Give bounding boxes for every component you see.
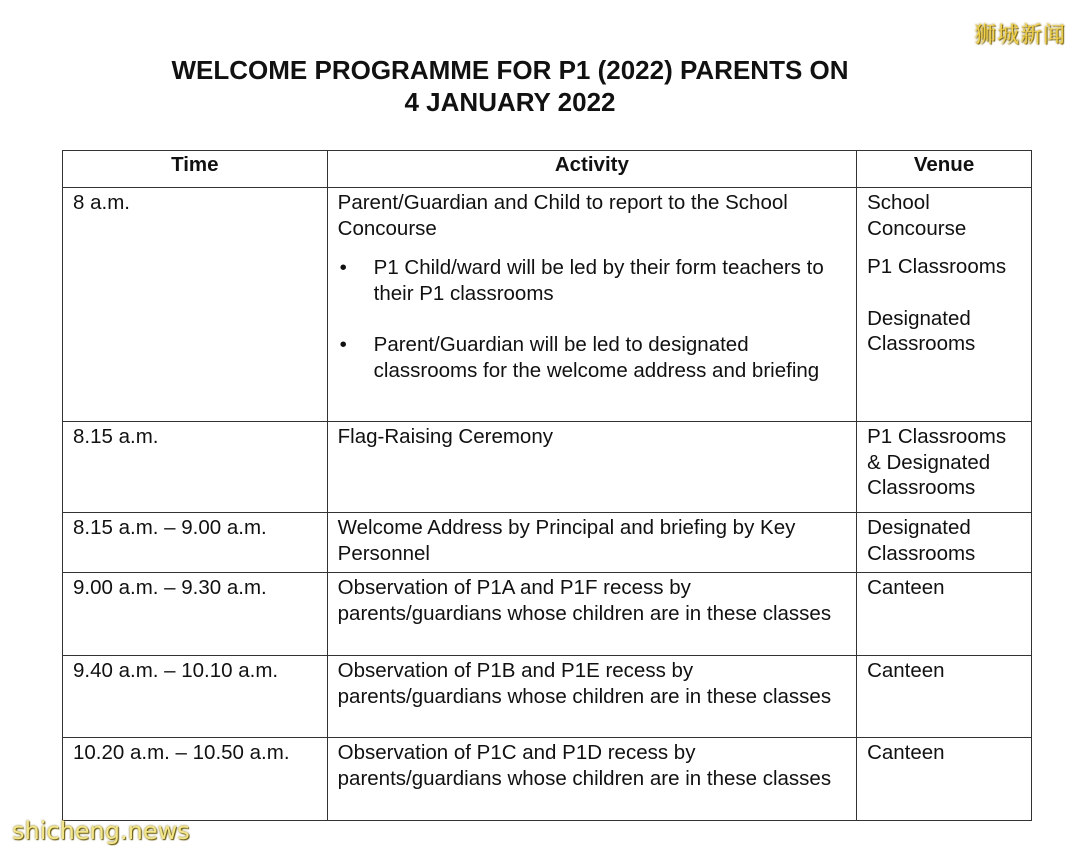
time-cell: 9.40 a.m. – 10.10 a.m. [63, 656, 328, 738]
activity-bullet-list [338, 255, 846, 383]
programme-table [62, 150, 1032, 821]
table-row [63, 573, 1032, 656]
venue-text: P1 Classrooms [867, 255, 1007, 278]
venue-cell [857, 188, 1032, 422]
activity-cell: Observation of P1C and P1D recess by parents/guardians whose children are in these classes [327, 738, 856, 821]
table-row [63, 422, 1032, 513]
activity-cell: Welcome Address by Principal and briefing by Key Personnel [327, 513, 856, 573]
title-line-1: WELCOME PROGRAMME FOR P1 (2022) PARENTS ON [171, 55, 849, 85]
page-title [0, 54, 1020, 118]
list-item [338, 255, 846, 306]
venue-text: School Concourse [867, 191, 967, 240]
time-cell: 10.20 a.m. – 10.50 a.m. [63, 738, 328, 821]
activity-cell: Observation of P1B and P1E recess by parents/guardians whose children are in these classes [327, 656, 856, 738]
activity-cell: Flag-Raising Ceremony [327, 422, 856, 513]
venue-cell: Canteen [857, 738, 1032, 821]
table-header-row [63, 151, 1032, 188]
table-row [63, 656, 1032, 738]
time-cell: 9.00 a.m. – 9.30 a.m. [63, 573, 328, 656]
bullet-text: Parent/Guardian will be led to designated classrooms for the welcome address and briefing [373, 333, 820, 382]
venue-cell: Canteen [857, 573, 1032, 656]
header-venue: Venue [857, 151, 1032, 188]
venue-text: Designated Classrooms [867, 306, 976, 355]
header-time: Time [63, 151, 328, 188]
venue-cell: Canteen [857, 656, 1032, 738]
list-item [338, 332, 846, 383]
activity-intro: Parent/Guardian and Child to report to the School Concourse [337, 191, 788, 240]
activity-cell [327, 188, 856, 422]
venue-cell: P1 Classrooms & Designated Classrooms [857, 422, 1032, 513]
table-row [63, 738, 1032, 821]
time-cell: 8.15 a.m. – 9.00 a.m. [63, 513, 328, 573]
activity-cell: Observation of P1A and P1F recess by parents/guardians whose children are in these classes [327, 573, 856, 656]
table-row [63, 513, 1032, 573]
time-cell: 8.15 a.m. [63, 422, 328, 513]
watermark-site-text: shicheng.news [12, 817, 190, 845]
bullet-icon: • [339, 256, 347, 279]
time-cell: 8 a.m. [63, 188, 328, 422]
table-row [63, 188, 1032, 422]
bullet-icon: • [339, 333, 347, 356]
header-activity: Activity [327, 151, 856, 188]
title-line-2: 4 JANUARY 2022 [404, 87, 616, 117]
watermark-logo-text: 狮城新闻 [973, 23, 1066, 48]
bullet-text: P1 Child/ward will be led by their form teachers to their P1 classrooms [373, 256, 824, 305]
venue-cell: Designated Classrooms [857, 513, 1032, 573]
